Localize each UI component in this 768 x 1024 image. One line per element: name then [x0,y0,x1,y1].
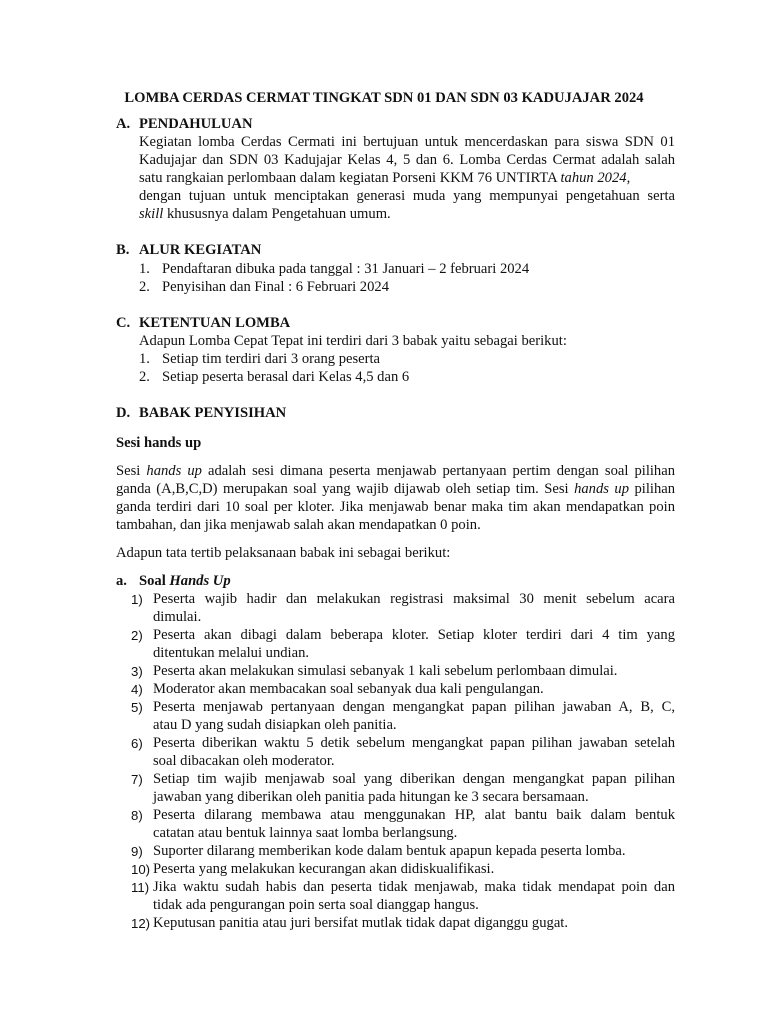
rule-9-text-line-1: Suporter dilarang memberikan kode dalam bentuk apapun kepada peserta lomba. [153,843,626,859]
section-a-line-3 [139,169,630,187]
session-para-l1c: adalah sesi dimana peserta menjawab pertanyaan pertim dengan soal pilihan [201,463,676,479]
section-a-year-italic: tahun 2024 [560,170,627,186]
section-a-line-3-text: satu rangkaian perlombaan dalam kegiatan Porseni KKM 76 UNTIRTA [139,170,557,186]
section-b-item-2: Penyisihan dan Final : 6 Februari 2024 [162,279,389,295]
section-b-item-1: Pendaftaran dibuka pada tanggal : 31 Januari – 2 februari 2024 [162,261,530,277]
section-d-heading [116,404,286,422]
rule-7-text-line-2: jawaban yang diberikan oleh panitia pada hitungan ke 3 secara bersamaan. [153,789,589,805]
session-para-l1b: hands up [146,463,202,479]
rule-8-number: 8) [131,808,143,823]
rule-1-number: 1) [131,592,143,607]
rule-9-number: 9) [131,844,143,859]
rule-5-number: 5) [131,700,143,715]
session-para-l2b: hands up [574,481,630,497]
rule-4-text-line-1: Moderator akan membacakan soal sebanyak dua kali pengulangan. [153,681,544,697]
session-para-line-2 [116,480,675,498]
rule-3-text-line-1: Peserta akan melakukan simulasi sebanyak 1 kali sebelum perlombaan dimulai. [153,663,618,679]
rule-1-text-line-1: Peserta wajib hadir dan melakukan registrasi maksimal 30 menit sebelum acara [153,591,675,607]
session-title: Sesi hands up [116,435,202,451]
section-c-intro: Adapun Lomba Cepat Tepat ini terdiri dari 3 babak yaitu sebagai berikut: [139,333,567,349]
section-b-title: ALUR KEGIATAN [139,242,262,258]
rules-intro: Adapun tata tertib pelaksanaan babak ini sebagai berikut: [116,545,451,561]
rule-5-text-line-2: atau D yang sudah disiapkan oleh panitia. [153,717,397,733]
rule-6-text-line-1: Peserta diberikan waktu 5 detik sebelum mengangkat papan pilihan jawaban setelah [153,735,675,751]
section-b-item-1-num: 1. [139,261,150,277]
section-c-item-1-num: 1. [139,351,150,367]
section-c-item-2: Setiap peserta berasal dari Kelas 4,5 dan 6 [162,369,410,385]
rule-11-text-line-2: tidak ada pengurangan poin serta soal dianggap hangus. [153,897,479,913]
section-b-heading [116,241,261,259]
section-a-line-5 [139,205,391,223]
section-a-letter: A. [116,116,131,132]
section-c-title: KETENTUAN LOMBA [139,315,291,331]
subsection-a-letter: a. [116,573,127,589]
session-para-line-1 [116,462,675,480]
rule-11-number: 11) [131,880,150,895]
rule-8-text-line-1: Peserta dilarang membawa atau menggunakan HP, alat bantu baik dalam bentuk [153,807,675,823]
section-c-item-1: Setiap tim terdiri dari 3 orang peserta [162,351,381,367]
subsection-a-title-italic: Hands Up [169,573,231,589]
document-title: LOMBA CERDAS CERMAT TINGKAT SDN 01 DAN SDN 03 KADUJAJAR 2024 [124,90,644,106]
section-a-line-4: dengan tujuan untuk menciptakan generasi muda yang mempunyai pengetahuan serta [139,188,675,204]
rule-7-text-line-1: Setiap tim wajib menjawab soal yang diberikan dengan mengangkat papan pilihan [153,771,675,787]
session-para-l1a: Sesi [116,463,147,479]
section-a-skill-italic: skill [139,206,164,222]
session-para-l2c: pilihan [629,481,676,497]
session-para-l2a: ganda (A,B,C,D) merupakan soal yang wajib dijawab oleh setiap tim. Sesi [116,481,575,497]
section-a-line-1: Kegiatan lomba Cerdas Cermati ini bertujuan untuk mencerdaskan para siswa SDN 01 [139,134,675,150]
rule-12-text-line-1: Keputusan panitia atau juri bersifat mutlak tidak dapat diganggu gugat. [153,915,568,931]
section-d-title: BABAK PENYISIHAN [139,405,287,421]
section-a-heading [116,115,253,133]
rule-5-text-line-1: Peserta menjawab pertanyaan dengan mengangkat papan pilihan jawaban A, B, C, [153,699,675,715]
rule-2-text-line-2: ditentukan melalui undian. [153,645,310,661]
rule-1-text-line-2: dimulai. [153,609,202,625]
section-d-letter: D. [116,405,131,421]
section-a-line-2: Kadujajar dan SDN 03 Kadujajar Kelas 4, 5 dan 6. Lomba Cerdas Cermat adalah salah [139,152,675,168]
section-a-title: PENDAHULUAN [139,116,253,132]
section-b-letter: B. [116,242,130,258]
section-c-item-2-num: 2. [139,369,150,385]
section-b-item-2-num: 2. [139,279,150,295]
rule-2-text-line-1: Peserta akan dibagi dalam beberapa kloter. Setiap kloter terdiri dari 4 tim yang [153,627,675,643]
rule-6-number: 6) [131,736,143,751]
rule-12-number: 12) [131,916,151,931]
rule-2-number: 2) [131,628,143,643]
section-c-heading [116,314,290,332]
section-a-line-5-text: khususnya dalam Pengetahuan umum. [163,206,391,222]
rule-10-text-line-1: Peserta yang melakukan kecurangan akan didiskualifikasi. [153,861,495,877]
subsection-a-heading [116,572,231,590]
rule-4-number: 4) [131,682,143,697]
rule-11-text-line-1: Jika waktu sudah habis dan peserta tidak menjawab, maka tidak mendapat poin dan [153,879,675,895]
rule-7-number: 7) [131,772,143,787]
rule-10-number: 10) [131,862,151,877]
rule-6-text-line-2: soal dibacakan oleh moderator. [153,753,335,769]
rule-3-number: 3) [131,664,143,679]
rule-8-text-line-2: catatan atau bentuk lainnya saat lomba berlangsung. [153,825,458,841]
section-c-letter: C. [116,315,131,331]
session-para-line-4: tambahan, dan jika menjawab salah akan mendapatkan 0 poin. [116,517,481,533]
session-para-line-3: ganda terdiri dari 10 soal per kloter. Jika menjawab benar maka tim akan mendapatkan poin [116,499,675,515]
section-a-comma: , [626,170,631,186]
subsection-a-title: Soal [139,573,170,589]
